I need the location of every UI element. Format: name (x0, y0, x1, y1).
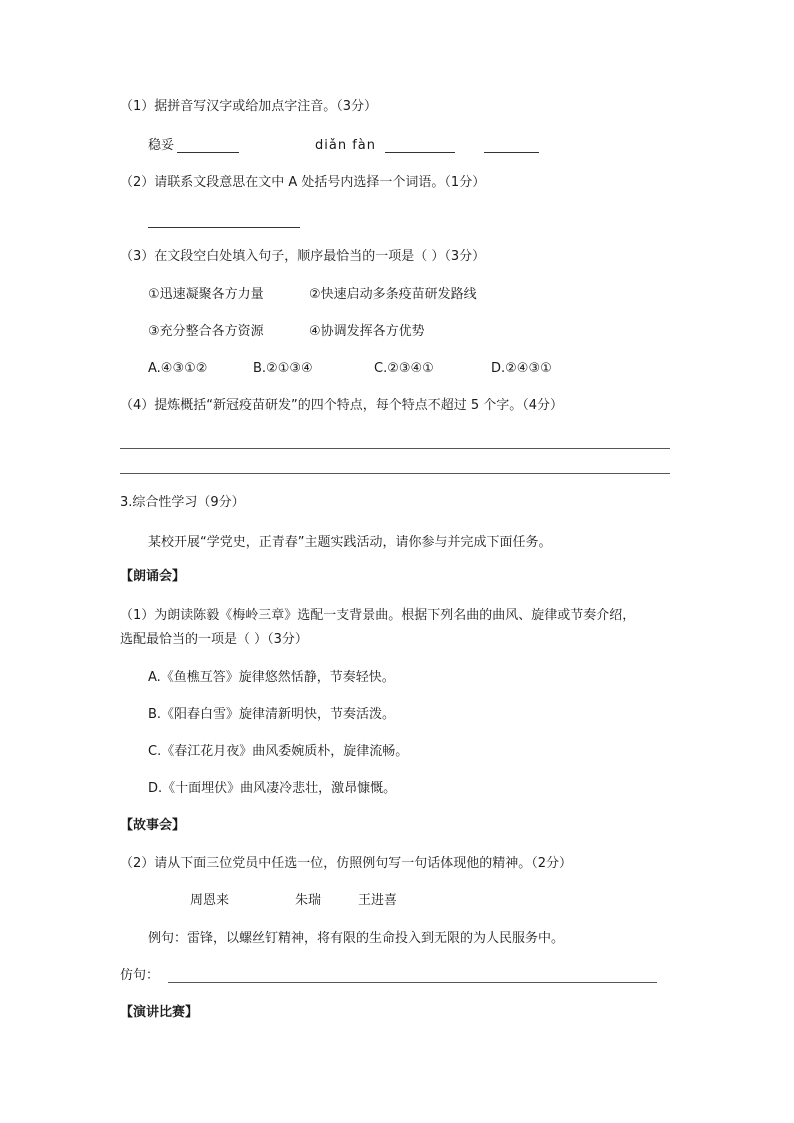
q3-section1-option-c[interactable]: C.《春江花月夜》曲风委婉质朴，旋律流畅。 (148, 744, 409, 759)
q3-section2-imitate-label: 仿句： (120, 968, 160, 983)
q3-section1-prompt-line1: （1）为朗读陈毅《梅岭三章》选配一支背景曲。根据下列名曲的曲风、旋律或节奏介绍， (120, 608, 636, 623)
q2-sub3-option-b[interactable]: B.②①③④ (253, 361, 313, 376)
q2-sub3-option-d[interactable]: D.②④③① (491, 361, 552, 376)
q3-section2-example: 例句：雷锋，以螺丝钉精神，将有限的生命投入到无限的为人民服务中。 (148, 931, 565, 946)
q3-title: 3.综合性学习（9分） (120, 495, 245, 510)
q3-section1-option-d[interactable]: D.《十面埋伏》曲风凄冷悲壮，激昂慷慨。 (148, 781, 397, 796)
q3-section2-prompt: （2）请从下面三位党员中任选一位，仿照例句写一句话体现他的精神。（2分） (120, 856, 573, 871)
q2-sub4-answer-line-2[interactable] (120, 473, 670, 474)
q3-section2-name-2: 朱瑞 (295, 893, 322, 908)
q2-sub1-answer-blank-2[interactable] (385, 152, 455, 153)
q2-sub3-item3: ③充分整合各方资源 (148, 324, 264, 339)
q2-sub2-prompt: （2）请联系文段意思在文中 A 处括号内选择一个词语。（1分） (120, 175, 486, 190)
q2-sub4-answer-line-1[interactable] (120, 448, 670, 449)
q2-sub3-item2: ②快速启动多条疫苗研发路线 (309, 287, 477, 302)
q3-section1-option-b[interactable]: B.《阳春白雪》旋律清新明快，节奏活泼。 (148, 707, 396, 722)
q3-intro: 某校开展“学党史，正青春”主题实践活动，请你参与并完成下面任务。 (148, 535, 552, 550)
q3-section3-heading: 【演讲比赛】 (120, 1005, 199, 1020)
q2-sub3-item1: ①迅速凝聚各方力量 (148, 287, 264, 302)
q2-sub3-option-a[interactable]: A.④③①② (148, 361, 208, 376)
q2-sub1-pinyin: diǎn fàn (315, 138, 376, 153)
q3-section1-heading: 【朗诵会】 (120, 569, 186, 584)
q2-sub1-answer-blank-3[interactable] (484, 152, 539, 153)
q2-sub1-answer-blank-1[interactable] (177, 152, 239, 153)
q2-sub2-answer-blank[interactable] (148, 227, 300, 228)
q3-section2-name-1: 周恩来 (190, 893, 230, 908)
q2-sub1-word1: 稳妥 (148, 138, 175, 153)
q2-sub1-prompt: （1）据拼音写汉字或给加点字注音。（3分） (120, 99, 378, 114)
q2-sub3-option-c[interactable]: C.②③④① (374, 361, 434, 376)
q3-section2-heading: 【故事会】 (120, 818, 186, 833)
q3-section2-name-3: 王进喜 (358, 893, 398, 908)
q2-sub3-prompt: （3）在文段空白处填入句子，顺序最恰当的一项是（ ）（3分） (120, 249, 486, 264)
q2-sub4-prompt: （4）提炼概括“新冠疫苗研发”的四个特点，每个特点不超过 5 个字。（4分） (120, 398, 564, 413)
q3-section2-imitate-answer-line[interactable] (168, 982, 657, 983)
q3-section1-prompt-line2: 选配最恰当的一项是（ ）（3分） (120, 632, 308, 647)
q3-section1-option-a[interactable]: A.《鱼樵互答》旋律悠然恬静，节奏轻快。 (148, 670, 395, 685)
q2-sub3-item4: ④协调发挥各方优势 (309, 324, 425, 339)
